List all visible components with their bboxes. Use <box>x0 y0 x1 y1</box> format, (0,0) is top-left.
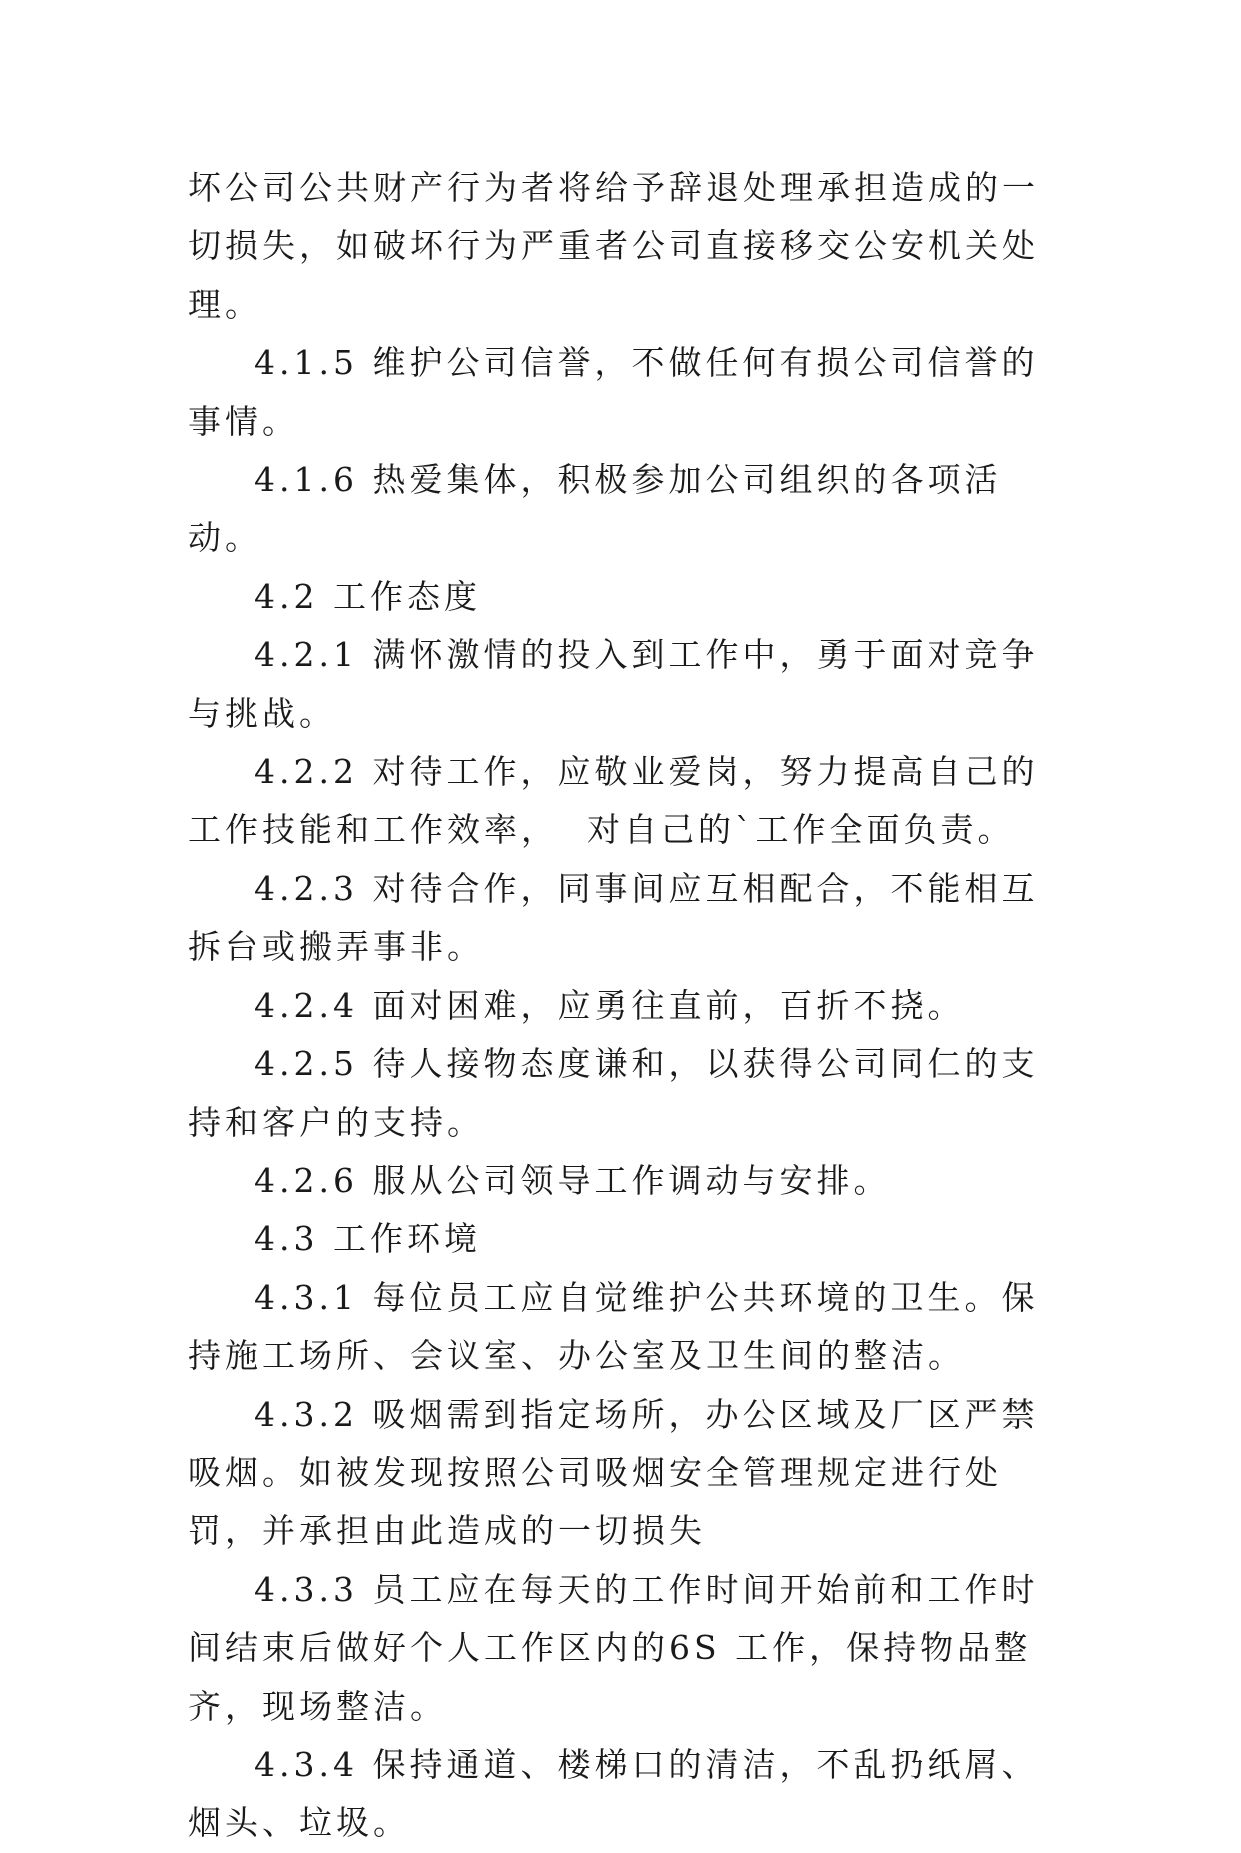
section-heading-4-2: 4.2 工作态度 <box>254 576 481 616</box>
paragraph-continuation: 坏公司公共财产行为者将给予辞退处理承担造成的一切损失，如破坏行为严重者公司直接移交公安机关处理。 <box>188 168 1039 324</box>
paragraph-4-1-6: 4.1.6 热爱集体，积极参加公司组织的各项活动。 <box>188 460 1002 558</box>
paragraph-4-2-1: 4.2.1 满怀激情的投入到工作中，勇于面对竞争与挑战。 <box>188 635 1039 733</box>
paragraph-4-3-1: 4.3.1 每位员工应自觉维护公共环境的卫生。保持施工场所、会议室、办公室及卫生间的整洁。 <box>188 1277 1039 1376</box>
paragraph-4-3-2: 4.3.2 吸烟需到指定场所，办公区域及厂区严禁吸烟。如被发现按照公司吸烟安全管理规定进行处罚，并承担由此造成的一切损失 <box>188 1394 1039 1551</box>
paragraph-4-2-2: 4.2.2 对待工作，应敬业爱岗，努力提高自己的工作技能和工作效率， 对自己的`工作全面负责。 <box>188 752 1039 850</box>
paragraph-4-2-4: 4.2.4 面对困难，应勇往直前，百折不挠。 <box>254 985 965 1025</box>
paragraph-4-1-5: 4.1.5 维护公司信誉，不做任何有损公司信誉的事情。 <box>188 343 1039 441</box>
paragraph-4-2-3: 4.2.3 对待合作，同事间应互相配合，不能相互拆台或搬弄事非。 <box>188 868 1039 967</box>
paragraph-4-3-4: 4.3.4 保持通道、楼梯口的清洁，不乱扔纸屑、烟头、垃圾。 <box>188 1744 1039 1843</box>
section-heading-4-3: 4.3 工作环境 <box>254 1219 481 1259</box>
paragraph-4-3-3: 4.3.3 员工应在每天的工作时间开始前和工作时间结束后做好个人工作区内的6S 工作，保持物品整齐，现场整洁。 <box>188 1569 1039 1726</box>
document-body <box>188 159 1068 1853</box>
paragraph-4-2-6: 4.2.6 服从公司领导工作调动与安排。 <box>254 1160 891 1200</box>
paragraph-4-2-5: 4.2.5 待人接物态度谦和，以获得公司同仁的支持和客户的支持。 <box>188 1044 1039 1142</box>
